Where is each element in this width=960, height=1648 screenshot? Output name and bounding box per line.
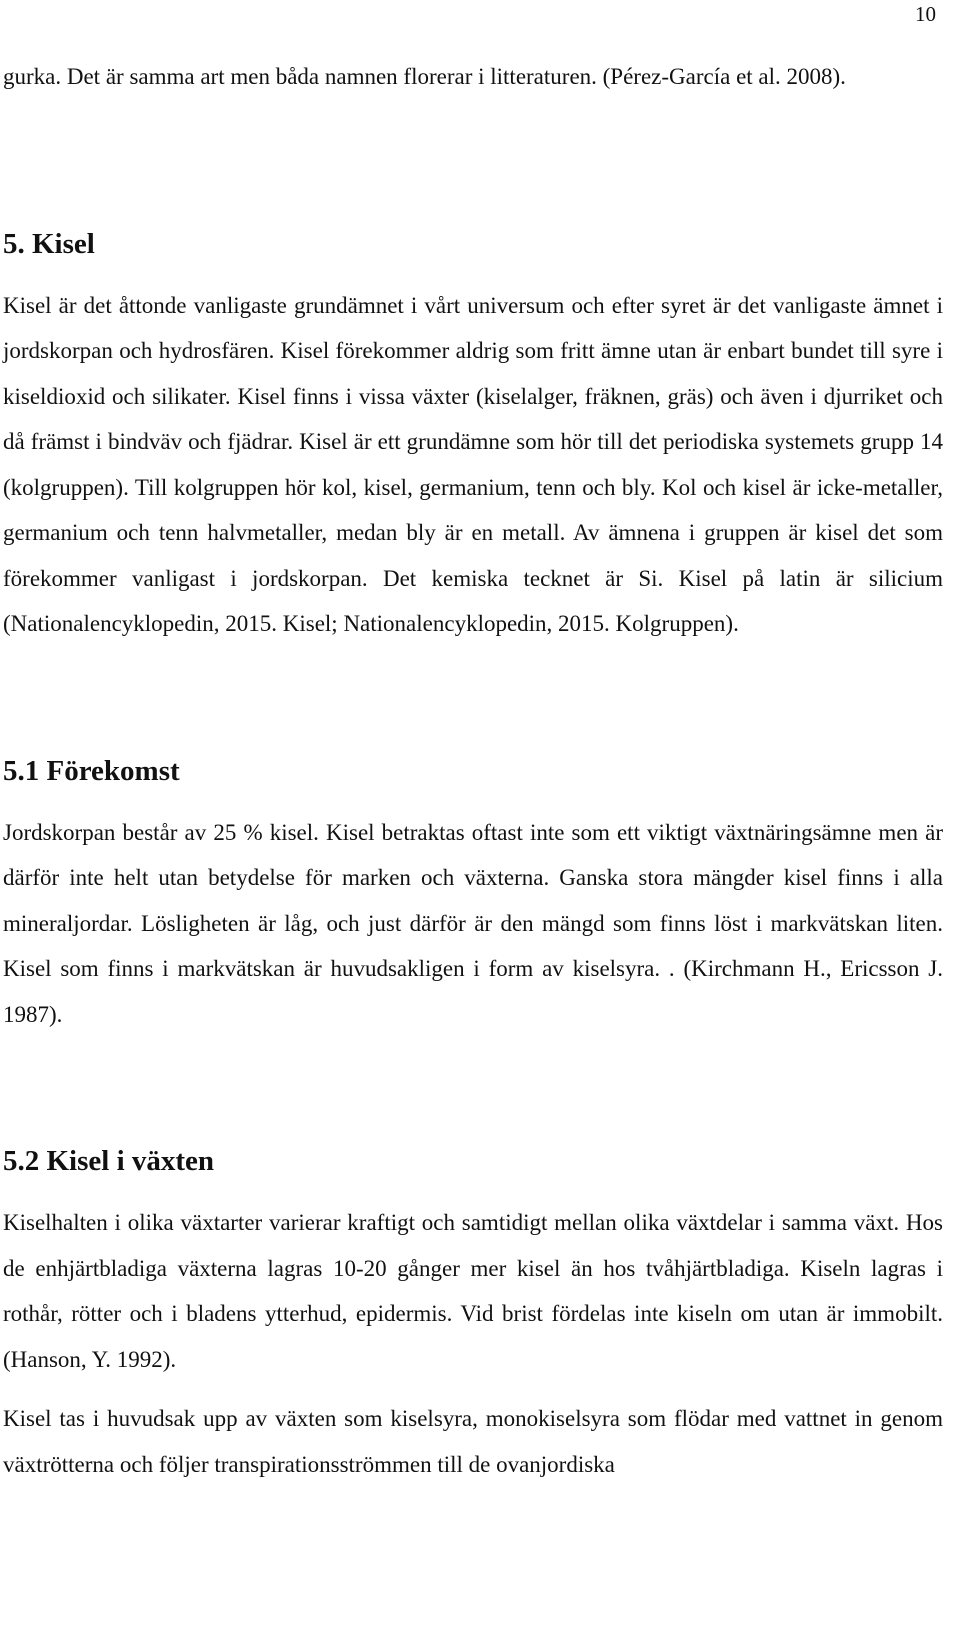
section-kisel-paragraph: Kisel är det åttonde vanligaste grundämnet i vårt universum och efter syret är det vanligaste ämnet i jordskorpan och hydrosfären. Kisel förekommer aldrig som fritt ämne utan är enbart bundet till syre i kiseldioxid och silikater. Kisel finns i vissa växter (kiselalger, fräknen, gräs) och även i djurriket och då främst i bindväv och fjädrar. Kisel är ett grundämne som hör till det periodiska systemets grupp 14 (kolgruppen). Till kolgruppen hör kol, kisel, germanium, tenn och bly. Kol och kisel är icke-metaller, germanium och tenn halvmetaller, medan bly är en metall. Av ämnena i gruppen är kisel det som förekommer vanligast i jordskorpan. Det kemiska tecknet är Si. Kisel på latin är silicium (Nationalencyklopedin, 2015. Kisel; Nationalencyklopedin, 2015. Kolgruppen). [3, 292, 943, 636]
section-heading-kisel: 5. Kisel [3, 227, 95, 260]
section-heading-kisel-i-vaxten: 5.2 Kisel i växten [3, 1145, 215, 1177]
page-number: 10 [915, 2, 936, 26]
section-forekomst [3, 751, 943, 1038]
section-kisel-i-vaxten [3, 1141, 943, 1487]
section-kisel-i-vaxten-paragraph-1: Kiselhalten i olika växtarter varierar kraftigt och samtidigt mellan olika växtdelar i samma växt. Hos de enhjärtbladiga växterna lagras 10-20 gånger mer kisel än hos tvåhjärtbladiga. Kiseln lagras i rothår, rötter och i bladens ytterhud, epidermis. Vid brist fördelas inte kiseln om utan är immobilt. (Hanson, Y. 1992). [3, 1210, 943, 1372]
section-heading-forekomst: 5.1 Förekomst [3, 754, 180, 787]
section-forekomst-paragraph: Jordskorpan består av 25 % kisel. Kisel betraktas oftast inte som ett viktigt växtnäringsämne men är därför inte helt utan betydelse för marken och växterna. Ganska stora mängder kisel finns i alla mineraljordar. Lösligheten är låg, och just därför är den mängd som finns löst i markvätskan liten. Kisel som finns i markvätskan är huvudsakligen i form av kiselsyra. . (Kirchmann H., Ericsson J. 1987). [3, 819, 943, 1027]
section-kisel [3, 224, 943, 647]
intro-paragraph: gurka. Det är samma art men båda namnen florerar i litteraturen. (Pérez-García et al. 2008). [3, 64, 846, 89]
document-body [3, 54, 943, 1487]
section-kisel-i-vaxten-paragraph-2: Kisel tas i huvudsak upp av växten som kiselsyra, monokiselsyra som flödar med vattnet in genom växtrötterna och följer transpirationsströmmen till de ovanjordiska [3, 1406, 943, 1477]
